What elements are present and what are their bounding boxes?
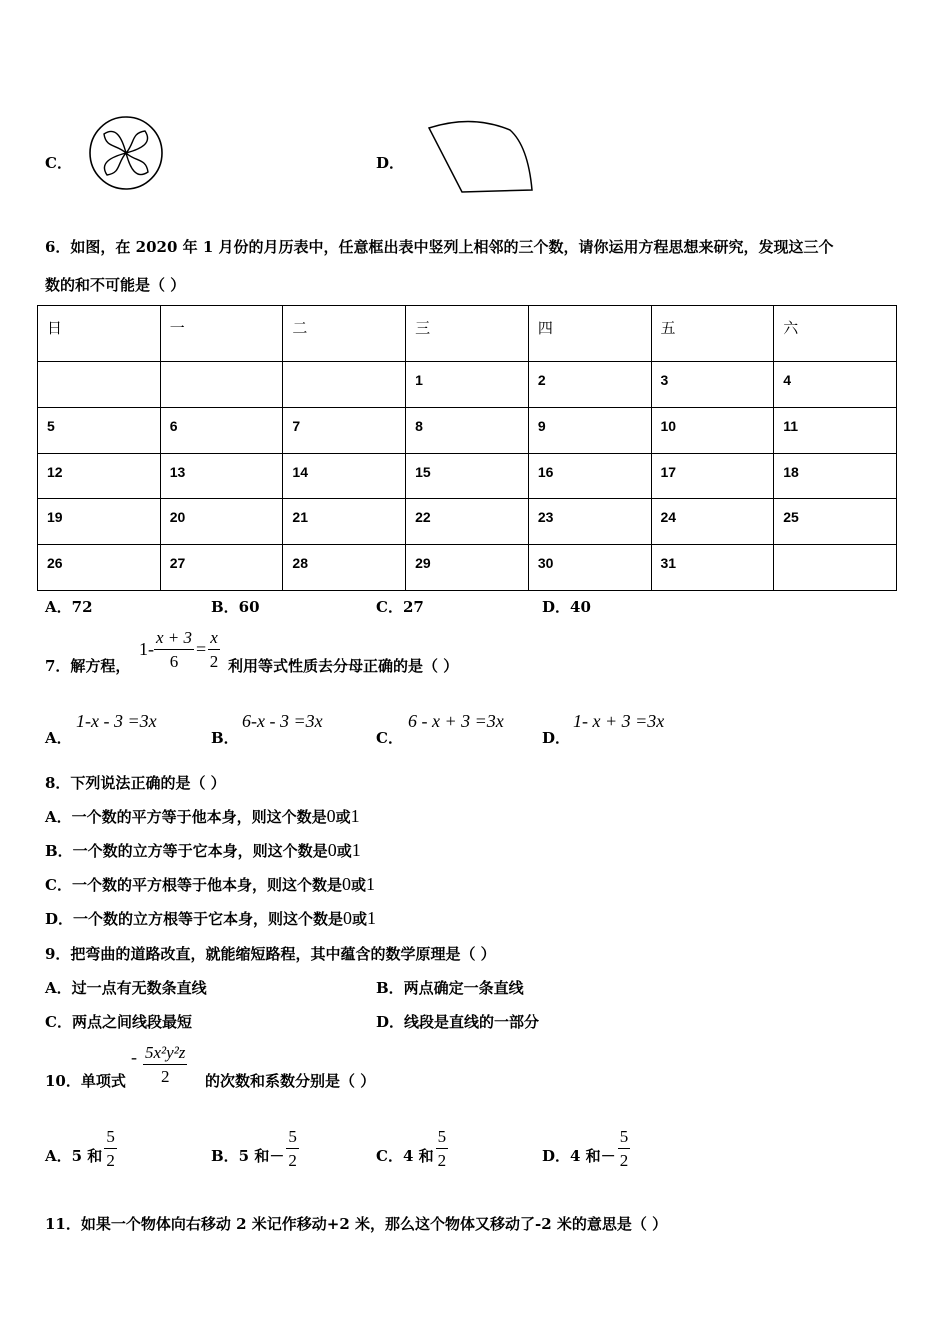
calendar-cell: 11 [774,407,897,453]
calendar-cell: 30 [528,545,651,591]
calendar-header-cell: 二 [283,306,406,362]
q8-option-d-or: 或 [352,910,368,928]
q8-option-b-or: 或 [336,842,352,860]
calendar-header-cell: 六 [774,306,897,362]
q10-option-b [211,1128,299,1170]
q5-option-d-sector-figure [424,118,536,196]
q8-option-d-text: D．一个数的立方根等于它本身，则这个数是 [45,910,344,928]
calendar-cell [283,361,406,407]
q7-option-b-label: B． [211,729,239,747]
calendar-cell [160,361,283,407]
q8-option-c [45,874,375,895]
calendar-header-cell: 日 [38,306,161,362]
q10-option-c [376,1128,448,1170]
calendar-cell [774,545,897,591]
q7-fraction-2 [208,629,220,671]
calendar-cell: 6 [160,407,283,453]
calendar-cell: 3 [651,361,774,407]
q10-option-d-num: 5 [618,1128,631,1149]
q10-option-a [45,1128,117,1170]
q8-option-b-text: B．一个数的立方等于它本身，则这个数是 [45,842,328,860]
q10-option-c-label: C．4 和 [376,1147,434,1166]
q6-stem-line2: 数的和不可能是（ ） [45,276,186,294]
q10-option-c-den: 2 [437,1150,447,1170]
calendar-cell: 16 [528,453,651,499]
q7-eq-equals: = [196,639,207,660]
q8-option-a-zero: 0 [326,806,336,826]
calendar-cell: 29 [406,545,529,591]
calendar-row [38,499,897,545]
q8-option-d [45,908,376,929]
q10-option-c-fraction [436,1128,449,1170]
q7-fraction-1 [154,629,194,671]
calendar-header-cell: 一 [160,306,283,362]
q5-option-c-label: C． [45,154,72,172]
q7-frac1-denominator: 6 [169,651,179,671]
calendar-cell: 17 [651,453,774,499]
q10-numerator: 5x²y²z [143,1044,187,1065]
q7-prefix: 7．解方程， [45,657,131,675]
calendar-cell: 1 [406,361,529,407]
calendar-cell: 25 [774,499,897,545]
q10-option-b-sign: － [269,1147,285,1166]
q10-option-b-fraction [286,1128,299,1170]
q10-suffix: 的次数和系数分别是（ ） [205,1072,376,1090]
q5-option-d-label: D． [376,154,405,172]
q10-option-d-den: 2 [619,1150,629,1170]
q7-equation [139,629,220,671]
q6-option-d: D．40 [542,598,591,616]
calendar-cell: 23 [528,499,651,545]
q9-option-d: D．线段是直线的一部分 [376,1013,540,1031]
calendar-cell: 5 [38,407,161,453]
q10-fraction [143,1044,187,1086]
q10-option-d-label: D．4 和 [542,1147,601,1166]
q8-option-b-one: 1 [351,840,361,860]
q10-option-b-den: 2 [288,1150,297,1170]
q7-option-a-expr: 1-x - 3 =3x [76,711,157,731]
q7-eq-lhs: 1- [139,639,154,660]
q9-option-b: B．两点确定一条直线 [376,979,524,997]
q10-prefix: 10．单项式 [45,1072,126,1090]
q10-option-b-num: 5 [286,1128,299,1149]
q11-stem: 11．如果一个物体向右移动 2 米记作移动+2 米，那么这个物体又移动了-2 米的意思是（ ） [45,1215,668,1233]
q8-option-c-or: 或 [350,876,366,894]
q7-frac1-numerator: x + 3 [154,629,194,650]
q8-option-a-or: 或 [335,808,351,826]
calendar-cell: 4 [774,361,897,407]
calendar-cell: 14 [283,453,406,499]
q7-frac2-numerator: x [208,629,220,650]
calendar-cell: 15 [406,453,529,499]
calendar-cell: 8 [406,407,529,453]
calendar-cell: 27 [160,545,283,591]
q7-option-c-label: C． [376,729,403,747]
calendar-cell: 24 [651,499,774,545]
calendar-cell: 20 [160,499,283,545]
q10-monomial [131,1044,187,1086]
calendar-header-cell: 三 [406,306,529,362]
calendar-cell: 18 [774,453,897,499]
calendar-cell: 19 [38,499,161,545]
calendar-cell: 2 [528,361,651,407]
q10-minus-sign: - [131,1047,137,1068]
calendar-cell: 9 [528,407,651,453]
q7-frac2-denominator: 2 [209,651,219,671]
q6-stem-line1: 6．如图，在 2020 年 1 月份的月历表中，任意框出表中竖列上相邻的三个数，请你运用方程思想来研究，发现这三个 [45,238,834,256]
q8-option-c-one: 1 [365,874,375,894]
calendar-cell [38,361,161,407]
calendar-row [38,361,897,407]
q10-denominator: 2 [160,1066,170,1086]
q10-option-d-sign: － [600,1147,616,1166]
calendar-table [37,305,897,591]
calendar-cell: 21 [283,499,406,545]
q7-suffix: 利用等式性质去分母正确的是（ ） [228,657,459,675]
q8-option-c-zero: 0 [341,874,351,894]
q6-option-b: B．60 [211,598,260,616]
q8-option-d-one: 1 [367,908,377,928]
calendar-row [38,545,897,591]
q9-option-c: C．两点之间线段最短 [45,1013,192,1031]
q8-option-d-zero: 0 [343,908,353,928]
q8-option-a [45,806,360,827]
q8-option-b-zero: 0 [327,840,337,860]
q10-option-a-fraction [104,1128,117,1170]
calendar-header-cell: 五 [651,306,774,362]
calendar-cell: 10 [651,407,774,453]
q6-option-c: C．27 [376,598,424,616]
q6-option-a: A．72 [45,598,93,616]
q8-option-a-one: 1 [350,806,360,826]
q7-option-d-expr: 1- x + 3 =3x [573,711,665,731]
calendar-cell: 28 [283,545,406,591]
calendar-row [38,407,897,453]
calendar-row [38,453,897,499]
q9-stem: 9．把弯曲的道路改直，就能缩短路程，其中蕴含的数学原理是（ ） [45,945,496,963]
q10-option-a-label: A．5 和 [45,1147,103,1166]
calendar-header-cell: 四 [528,306,651,362]
calendar-cell: 7 [283,407,406,453]
calendar-cell: 12 [38,453,161,499]
q10-option-d-fraction [618,1128,631,1170]
q7-option-c-expr: 6 - x + 3 =3x [408,711,504,731]
q8-stem: 8．下列说法正确的是（ ） [45,774,226,792]
calendar-cell: 13 [160,453,283,499]
q10-option-c-num: 5 [436,1128,449,1149]
q9-option-a: A．过一点有无数条直线 [45,979,207,997]
q7-option-d-label: D． [542,729,571,747]
q8-option-b [45,840,361,861]
q10-option-a-num: 5 [104,1128,117,1149]
calendar-cell: 22 [406,499,529,545]
q10-option-b-label: B．5 和 [211,1147,270,1166]
q8-option-a-text: A．一个数的平方等于他本身，则这个数是 [45,808,327,826]
calendar-cell: 31 [651,545,774,591]
q7-option-a-label: A． [45,729,72,747]
calendar-cell: 26 [38,545,161,591]
q5-option-c-swirl-figure [86,114,166,192]
q7-option-b-expr: 6-x - 3 =3x [242,711,323,731]
q10-option-d [542,1128,630,1170]
calendar-header-row [38,306,897,362]
q10-option-a-den: 2 [106,1150,115,1170]
q8-option-c-text: C．一个数的平方根等于他本身，则这个数是 [45,876,342,894]
